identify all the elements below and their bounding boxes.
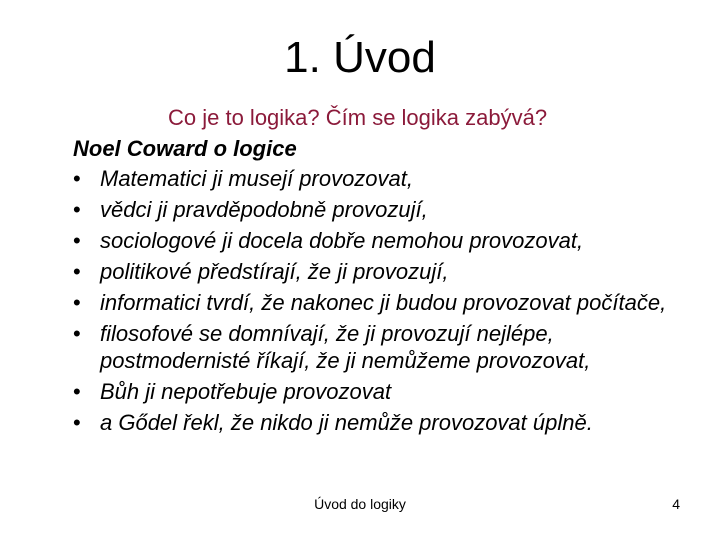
bullet-text: a Gődel řekl, že nikdo ji nemůže provozovat úplně.: [100, 410, 593, 435]
bullet-glyph: •: [73, 228, 81, 253]
bullet-item: [73, 320, 693, 374]
page-number: 4: [672, 496, 680, 512]
bullet-text: vědci ji pravděpodobně provozují,: [100, 197, 428, 222]
bullet-item: [73, 409, 693, 436]
bullet-glyph: •: [73, 197, 81, 222]
bullet-text: informatici tvrdí, že nakonec ji budou provozovat počítače,: [100, 290, 667, 315]
bullet-glyph: •: [73, 290, 81, 315]
bullet-glyph: •: [73, 321, 81, 346]
bullet-text: politikové předstírají, že ji provozují,: [100, 259, 449, 284]
bullet-glyph: •: [73, 259, 81, 284]
slide-title: 1. Úvod: [284, 33, 436, 82]
bullet-item: [73, 165, 693, 192]
bullet-text: Matematici ji musejí provozovat,: [100, 166, 413, 191]
bullet-text: Bůh ji nepotřebuje provozovat: [100, 379, 392, 404]
bullet-item: [73, 258, 693, 285]
bullet-text: sociologové ji docela dobře nemohou provozovat,: [100, 228, 584, 253]
slide-content: [73, 135, 693, 440]
bullet-glyph: •: [73, 379, 81, 404]
bullet-list: [73, 165, 693, 436]
bullet-text: filosofové se domnívají, že ji provozují nejlépe, postmodernisté říkají, že ji nemůžeme provozovat,: [100, 321, 591, 373]
bullet-item: [73, 289, 693, 316]
bullet-glyph: •: [73, 166, 81, 191]
bullet-item: [73, 378, 693, 405]
slide-footer: Úvod do logiky: [314, 496, 406, 512]
bullet-glyph: •: [73, 410, 81, 435]
slide-subtitle: Co je to logika? Čím se logika zabývá?: [168, 105, 548, 130]
bullet-item: [73, 196, 693, 223]
content-heading: Noel Coward o logice: [73, 136, 297, 161]
bullet-item: [73, 227, 693, 254]
